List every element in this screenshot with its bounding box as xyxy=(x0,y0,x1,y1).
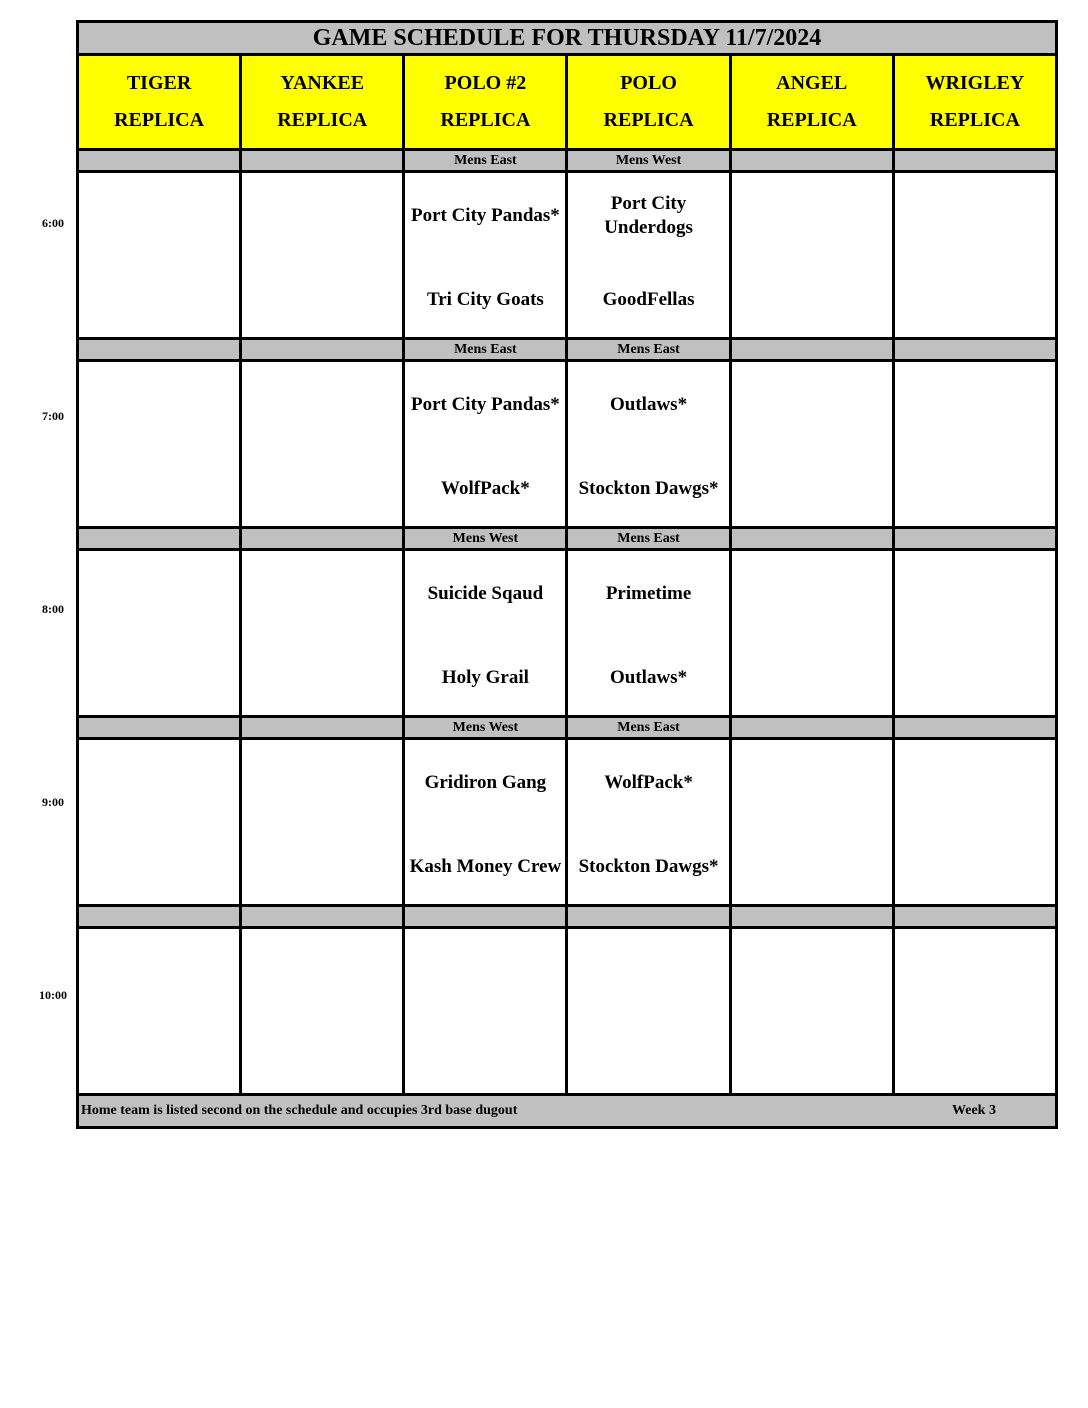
game-cell xyxy=(567,361,730,528)
time-slot-label: 10:00 xyxy=(39,988,67,1002)
game-cell xyxy=(404,928,567,1095)
footer-row xyxy=(78,1095,1057,1128)
time-slot-label: 9:00 xyxy=(42,795,64,809)
game-matchup xyxy=(79,362,239,526)
game-matchup xyxy=(732,929,892,1093)
division-label xyxy=(78,906,241,928)
venue-header xyxy=(567,55,730,150)
game-row xyxy=(78,739,1057,906)
division-label xyxy=(893,717,1056,739)
game-cell xyxy=(893,739,1056,906)
game-cell xyxy=(567,172,730,339)
division-row xyxy=(78,906,1057,928)
game-cell xyxy=(78,361,241,528)
week-label: Week 3 xyxy=(952,1103,996,1118)
away-team: Port City Pandas* xyxy=(410,205,560,226)
home-team: Stockton Dawgs* xyxy=(578,478,719,499)
venue-header xyxy=(404,55,567,150)
division-label: Mens East xyxy=(567,528,730,550)
game-cell xyxy=(241,928,404,1095)
division-row xyxy=(78,339,1057,361)
division-label xyxy=(730,717,893,739)
game-cell xyxy=(893,550,1056,717)
division-row xyxy=(78,150,1057,172)
title-row xyxy=(78,22,1057,55)
division-row xyxy=(78,717,1057,739)
game-matchup xyxy=(568,362,728,526)
game-matchup xyxy=(568,740,728,904)
home-team: Tri City Goats xyxy=(426,289,544,310)
venue-header xyxy=(730,55,893,150)
division-label: Mens West xyxy=(404,717,567,739)
game-cell xyxy=(730,550,893,717)
division-label: Mens East xyxy=(404,150,567,172)
game-cell xyxy=(730,739,893,906)
venue-name: POLO xyxy=(620,72,677,94)
schedule-table xyxy=(76,20,1058,1129)
venue-name: TIGER xyxy=(126,72,192,94)
game-matchup xyxy=(79,551,239,715)
game-row xyxy=(78,361,1057,528)
game-cell xyxy=(404,172,567,339)
game-matchup xyxy=(242,740,402,904)
game-matchup xyxy=(732,362,892,526)
venue-header xyxy=(78,55,241,150)
home-team: WolfPack* xyxy=(441,478,530,499)
venue-subtitle: REPLICA xyxy=(440,109,531,131)
game-cell xyxy=(730,928,893,1095)
division-label xyxy=(893,906,1056,928)
game-matchup xyxy=(895,173,1055,337)
footer-content xyxy=(79,1096,1055,1126)
game-matchup xyxy=(568,551,728,715)
away-team: Outlaws* xyxy=(610,394,688,415)
game-cell xyxy=(404,361,567,528)
division-label: Mens West xyxy=(567,150,730,172)
division-label xyxy=(78,528,241,550)
venue-header xyxy=(241,55,404,150)
game-cell xyxy=(78,550,241,717)
game-cell xyxy=(404,550,567,717)
game-row xyxy=(78,550,1057,717)
game-cell xyxy=(241,172,404,339)
game-cell xyxy=(567,928,730,1095)
division-label xyxy=(241,717,404,739)
home-team-note: Home team is listed second on the schedule and occupies 3rd base dugout xyxy=(81,1103,518,1118)
division-row xyxy=(78,528,1057,550)
game-matchup xyxy=(568,173,728,337)
division-label xyxy=(241,528,404,550)
venue-subtitle: REPLICA xyxy=(277,109,368,131)
division-label: Mens East xyxy=(404,339,567,361)
game-cell xyxy=(893,361,1056,528)
game-matchup xyxy=(79,740,239,904)
division-label xyxy=(893,150,1056,172)
schedule-body xyxy=(78,22,1057,1128)
away-team: Gridiron Gang xyxy=(424,772,547,793)
division-label xyxy=(730,339,893,361)
time-slot-label: 8:00 xyxy=(42,602,64,616)
game-matchup xyxy=(895,929,1055,1093)
footer-cell xyxy=(78,1095,1057,1128)
division-label xyxy=(730,150,893,172)
game-matchup xyxy=(732,173,892,337)
away-team: WolfPack* xyxy=(604,772,693,793)
game-matchup xyxy=(242,173,402,337)
division-label xyxy=(893,339,1056,361)
game-matchup xyxy=(242,551,402,715)
game-matchup xyxy=(79,173,239,337)
division-label xyxy=(78,150,241,172)
game-cell xyxy=(241,550,404,717)
venue-name: YANKEE xyxy=(280,72,365,94)
game-cell xyxy=(567,550,730,717)
venue-subtitle: REPLICA xyxy=(929,109,1020,131)
venue-header-row xyxy=(78,55,1057,150)
game-matchup xyxy=(242,929,402,1093)
game-cell xyxy=(730,361,893,528)
game-matchup xyxy=(732,551,892,715)
game-row xyxy=(78,172,1057,339)
division-label xyxy=(893,528,1056,550)
home-team: Outlaws* xyxy=(610,667,688,688)
game-cell xyxy=(78,739,241,906)
division-label xyxy=(241,339,404,361)
game-cell xyxy=(241,739,404,906)
game-cell xyxy=(78,928,241,1095)
home-team: Stockton Dawgs* xyxy=(578,856,719,877)
division-label xyxy=(730,528,893,550)
game-matchup xyxy=(568,929,728,1093)
division-label: Mens East xyxy=(567,717,730,739)
game-matchup xyxy=(405,173,565,337)
game-matchup xyxy=(405,362,565,526)
time-slot-label: 6:00 xyxy=(42,216,64,230)
division-label: Mens West xyxy=(404,528,567,550)
game-matchup xyxy=(732,740,892,904)
game-matchup xyxy=(895,362,1055,526)
division-label xyxy=(241,906,404,928)
home-team: GoodFellas xyxy=(602,289,695,310)
venue-subtitle: REPLICA xyxy=(766,109,857,131)
division-label xyxy=(730,906,893,928)
venue-subtitle: REPLICA xyxy=(114,109,205,131)
game-row xyxy=(78,928,1057,1095)
division-label xyxy=(78,717,241,739)
division-label xyxy=(404,906,567,928)
venue-header xyxy=(893,55,1056,150)
game-matchup xyxy=(405,929,565,1093)
schedule-title: GAME SCHEDULE FOR THURSDAY 11/7/2024 xyxy=(78,22,1057,55)
division-label: Mens East xyxy=(567,339,730,361)
division-label xyxy=(78,339,241,361)
away-team: Primetime xyxy=(605,583,692,604)
game-matchup xyxy=(79,929,239,1093)
home-team: Holy Grail xyxy=(441,667,529,688)
time-slot-label: 7:00 xyxy=(42,409,64,423)
venue-name: WRIGLEY xyxy=(925,72,1025,94)
venue-name: ANGEL xyxy=(776,72,848,94)
game-matchup xyxy=(895,551,1055,715)
game-cell xyxy=(893,172,1056,339)
game-cell xyxy=(730,172,893,339)
away-team: Port City Pandas* xyxy=(410,394,560,415)
game-cell xyxy=(567,739,730,906)
game-cell xyxy=(78,172,241,339)
game-matchup xyxy=(895,740,1055,904)
division-label xyxy=(567,906,730,928)
venue-name: POLO #2 xyxy=(444,72,527,94)
game-cell xyxy=(404,739,567,906)
away-team: Suicide Sqaud xyxy=(427,583,544,604)
away-team: Port City Underdogs xyxy=(604,193,693,238)
game-matchup xyxy=(405,740,565,904)
game-cell xyxy=(893,928,1056,1095)
game-cell xyxy=(241,361,404,528)
game-matchup xyxy=(242,362,402,526)
division-label xyxy=(241,150,404,172)
game-matchup xyxy=(405,551,565,715)
home-team: Kash Money Crew xyxy=(409,856,562,877)
venue-subtitle: REPLICA xyxy=(603,109,694,131)
